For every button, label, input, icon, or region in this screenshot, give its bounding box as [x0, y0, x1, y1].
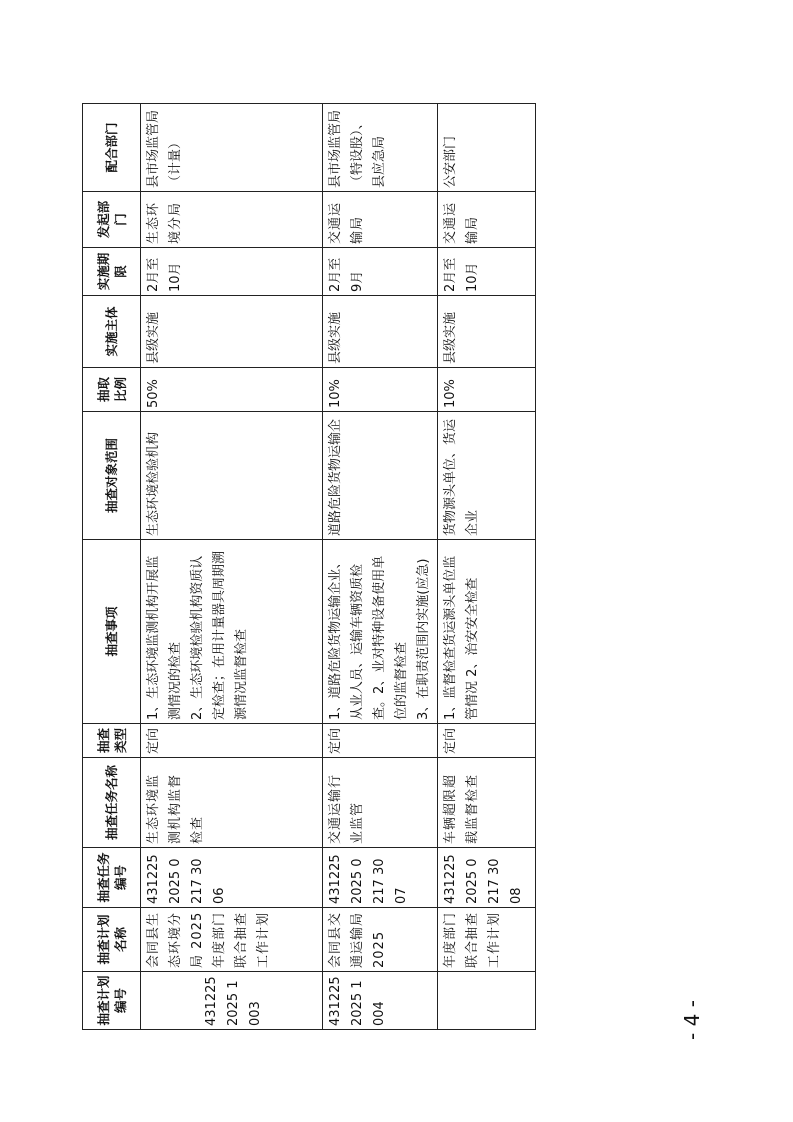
cell-plan-name: 会同县交通运输局 2025 [323, 908, 438, 972]
check-item: 1、监督检查货运源头单位监管情况 2、治安安全检查 [443, 555, 480, 720]
cell-period: 2月至10月 [438, 248, 536, 296]
cell-scope: 货物源头单位、货运企业 [438, 412, 536, 540]
cell-period: 2月至9月 [323, 248, 438, 296]
cell-type: 定向 [323, 724, 438, 758]
cell-subject: 县级实施 [323, 296, 438, 368]
cell-plan-name: 会同县生态环境分局 2025 年度部门联合抽查工作计划 [141, 908, 323, 972]
rotated-document-page [82, 104, 524, 1030]
cell-plan-no [438, 972, 536, 1030]
header-initiator: 发起部门 [83, 192, 141, 248]
cell-task-name: 生态环境监测机构监督检查 [141, 758, 323, 848]
header-task-name: 抽查任务名称 [83, 758, 141, 848]
header-scope: 抽查对象范围 [83, 412, 141, 540]
header-plan-name: 抽查计划名称 [83, 908, 141, 972]
cell-cooperator: 县市场监管局（特设股）、县应急局 [323, 104, 438, 192]
table-row [323, 104, 438, 1030]
cell-cooperator: 县市场监管局（计量） [141, 104, 323, 192]
cell-scope: 道路危险货物运输企 [323, 412, 438, 540]
header-cooperator: 配合部门 [83, 104, 141, 192]
page-number: - 4 - [680, 1000, 704, 1040]
check-item: 1、生态环境监测机构开展监测情况的检查 [146, 555, 183, 720]
cell-items [438, 540, 536, 724]
cell-task-no: 431225 2025 0217 3008 [438, 848, 536, 908]
cell-plan-no: 431225 2025 1003 [141, 972, 323, 1030]
header-row [83, 104, 141, 1030]
cell-initiator: 交通运输局 [323, 192, 438, 248]
header-type: 抽查类型 [83, 724, 141, 758]
header-plan-no: 抽查计划编号 [83, 972, 141, 1030]
cell-initiator: 交通运输局 [438, 192, 536, 248]
table-row [438, 104, 536, 1030]
cell-task-no: 431225 2025 0217 3006 [141, 848, 323, 908]
header-period: 实施期限 [83, 248, 141, 296]
cell-items [141, 540, 323, 724]
cell-items [323, 540, 438, 724]
cell-task-name: 车辆超限超载监督检查 [438, 758, 536, 848]
cell-type: 定向 [141, 724, 323, 758]
check-item: 2、生态环境检验机构资质认定检查；在用计量器具周期溯源情况监督检查 [190, 550, 249, 720]
cell-subject: 县级实施 [438, 296, 536, 368]
cell-type: 定向 [438, 724, 536, 758]
table-row [141, 104, 323, 1030]
cell-subject: 县级实施 [141, 296, 323, 368]
cell-plan-name: 年度部门联合抽查工作计划 [438, 908, 536, 972]
check-item: 1、道路危险货物运输企业、从业人员、运输车辆资质检查。2、业对特种设备使用单位的监督检查 [328, 555, 409, 720]
header-items: 抽查事项 [83, 540, 141, 724]
header-subject: 实施主体 [83, 296, 141, 368]
cell-plan-no: 431225 2025 1004 [323, 972, 438, 1030]
cell-period: 2月至10月 [141, 248, 323, 296]
check-item: 3、在职责范围内实施(应急) [416, 558, 431, 720]
cell-ratio: 10% [438, 368, 536, 412]
header-task-no: 抽查任务编号 [83, 848, 141, 908]
spot-check-table [82, 103, 536, 1030]
cell-ratio: 50% [141, 368, 323, 412]
cell-initiator: 生态环境分局 [141, 192, 323, 248]
cell-task-name: 交通运输行业监管 [323, 758, 438, 848]
header-ratio: 抽取比例 [83, 368, 141, 412]
cell-cooperator: 公安部门 [438, 104, 536, 192]
cell-ratio: 10% [323, 368, 438, 412]
cell-scope: 生态环境检验机构 [141, 412, 323, 540]
cell-task-no: 431225 2025 0217 3007 [323, 848, 438, 908]
